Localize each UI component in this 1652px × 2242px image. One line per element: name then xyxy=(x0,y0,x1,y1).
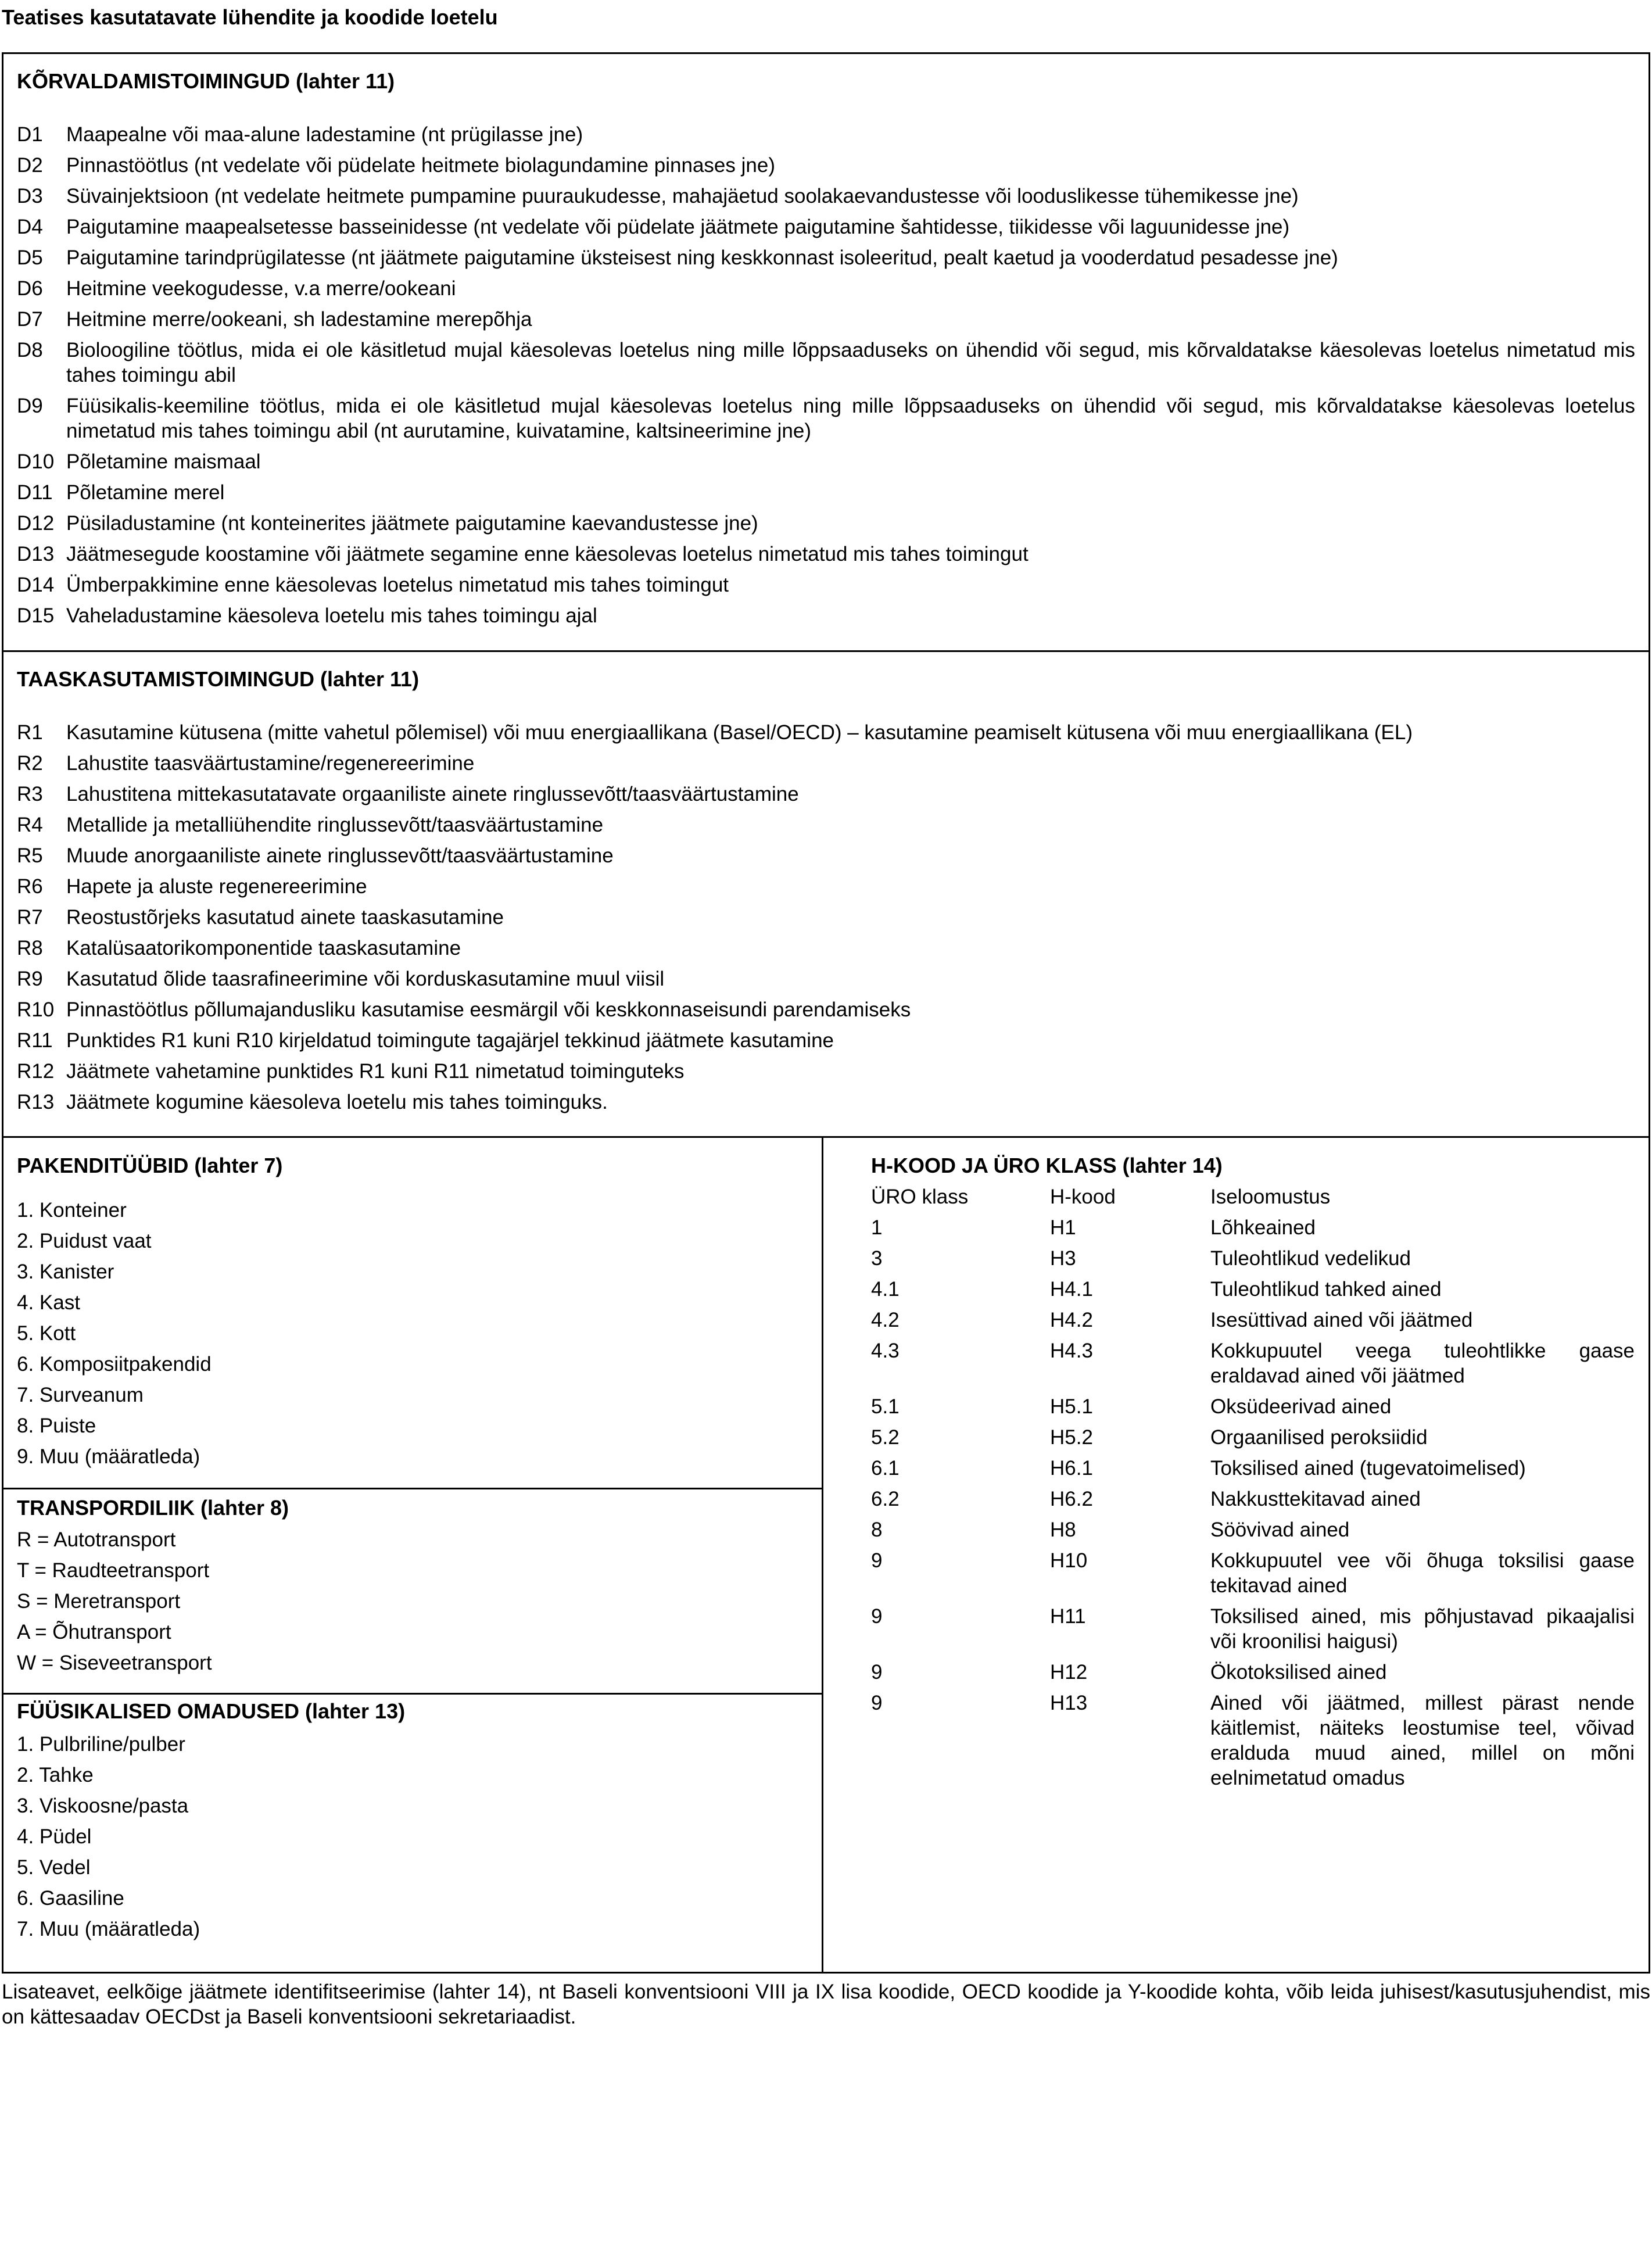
h-code-table-header xyxy=(871,1184,1644,1209)
h-code-cell: H12 xyxy=(1050,1661,1088,1684)
operation-description: Jäätmesegude koostamine või jäätmete segamine enne käesolevas loetelus nimetatud mis tahes toimingut xyxy=(66,543,1029,565)
operation-code: D5 xyxy=(17,246,43,269)
operation-code: R12 xyxy=(17,1060,55,1083)
operation-code: R3 xyxy=(17,783,43,805)
code-list-item xyxy=(17,905,1635,930)
un-class-cell: 4.3 xyxy=(871,1340,900,1362)
code-list-item xyxy=(17,997,1635,1022)
operation-code: D4 xyxy=(17,216,43,238)
disposal-operations-section xyxy=(2,52,1650,652)
code-list-item xyxy=(17,1059,1635,1084)
table-row xyxy=(871,1338,1644,1388)
code-list-item xyxy=(17,449,1635,474)
h-code-cell: H10 xyxy=(1050,1549,1088,1572)
code-list-item xyxy=(17,720,1635,745)
operation-description: Heitmine veekogudesse, v.a merre/ookeani xyxy=(66,277,456,300)
code-list-item xyxy=(17,542,1635,567)
operation-description: Pinnastöötlus (nt vedelate või püdelate heitmete biolagundamine pinnases jne) xyxy=(66,154,775,177)
section-divider xyxy=(3,1693,822,1695)
table-row xyxy=(871,1604,1644,1654)
description-cell: Ained või jäätmed, millest pärast nende käitlemist, näiteks leostumise teel, võivad eralduda muud ained, millel on mõni eelnimetatud omadus xyxy=(1210,1692,1635,1789)
operation-code: D2 xyxy=(17,154,43,177)
operation-description: Põletamine merel xyxy=(66,481,225,504)
transport-mode-item: S = Meretransport xyxy=(17,1590,181,1613)
un-class-cell: 3 xyxy=(871,1247,883,1270)
packaging-type-item: 1. Konteiner xyxy=(17,1199,127,1222)
operation-description: Metallide ja metalliühendite ringlussevõtt/taasväärtustamine xyxy=(66,814,604,836)
code-list-item xyxy=(17,393,1635,443)
code-list-item xyxy=(17,812,1635,837)
disposal-code-list xyxy=(17,122,1635,634)
column-header-un-class: ÜRO klass xyxy=(871,1186,969,1208)
table-row xyxy=(871,1487,1644,1512)
operation-description: Paigutamine maapealsetesse basseinidesse (nt vedelate või püdelate jäätmete paigutamine šahtidesse, tiikidesse või laguunidesse jne) xyxy=(66,216,1290,238)
packaging-type-item: 9. Muu (määratleda) xyxy=(17,1445,200,1468)
packaging-type-item: 2. Puidust vaat xyxy=(17,1230,152,1252)
operation-code: R2 xyxy=(17,752,43,775)
physical-property-item: 6. Gaasiline xyxy=(17,1887,124,1910)
un-class-cell: 9 xyxy=(871,1549,883,1572)
un-class-cell: 1 xyxy=(871,1216,883,1239)
code-list-item xyxy=(17,153,1635,178)
disposal-heading: KÕRVALDAMISTOIMINGUD (lahter 11) xyxy=(17,69,395,93)
operation-code: R1 xyxy=(17,721,43,744)
recovery-operations-section xyxy=(2,650,1650,1138)
un-class-cell: 9 xyxy=(871,1605,883,1628)
table-row xyxy=(871,1456,1644,1481)
operation-code: R13 xyxy=(17,1091,55,1113)
operation-description: Heitmine merre/ookeani, sh ladestamine merepõhja xyxy=(66,308,532,331)
h-code-cell: H5.2 xyxy=(1050,1426,1093,1449)
un-class-cell: 6.1 xyxy=(871,1457,900,1480)
physical-property-list xyxy=(17,1732,200,1947)
code-list-item xyxy=(17,782,1635,807)
operation-code: D11 xyxy=(17,481,53,504)
description-cell: Ökotoksilised ained xyxy=(1210,1661,1387,1684)
packaging-type-item: 4. Kast xyxy=(17,1291,80,1314)
operation-code: D9 xyxy=(17,395,43,417)
packaging-type-list xyxy=(17,1198,212,1475)
physical-property-item: 5. Vedel xyxy=(17,1856,91,1879)
operation-code: R8 xyxy=(17,937,43,959)
code-list-item xyxy=(17,307,1635,332)
packaging-type-item: 7. Surveanum xyxy=(17,1384,144,1406)
operation-code: D12 xyxy=(17,512,55,535)
physical-property-item: 2. Tahke xyxy=(17,1764,94,1786)
column-header-h-code: H-kood xyxy=(1050,1186,1116,1208)
code-list-item xyxy=(17,874,1635,899)
h-code-cell: H6.2 xyxy=(1050,1488,1093,1510)
h-code-cell: H4.2 xyxy=(1050,1309,1093,1331)
operation-code: D7 xyxy=(17,308,43,331)
operation-code: R9 xyxy=(17,968,43,990)
operation-code: R6 xyxy=(17,875,43,898)
h-code-table xyxy=(871,1184,1644,1796)
operation-code: D6 xyxy=(17,277,43,300)
h-code-cell: H4.1 xyxy=(1050,1278,1093,1301)
packaging-type-item: 8. Puiste xyxy=(17,1414,96,1437)
code-list-item xyxy=(17,338,1635,388)
code-list-item xyxy=(17,184,1635,209)
table-row xyxy=(871,1425,1644,1450)
description-cell: Oksüdeerivad ained xyxy=(1210,1395,1392,1418)
description-cell: Orgaanilised peroksiidid xyxy=(1210,1426,1428,1449)
operation-code: D14 xyxy=(17,574,55,596)
code-list-item xyxy=(17,276,1635,301)
description-cell: Isesüttivad ained või jäätmed xyxy=(1210,1309,1473,1331)
code-list-item xyxy=(17,843,1635,868)
operation-code: R11 xyxy=(17,1029,53,1052)
operation-code: R7 xyxy=(17,906,43,929)
code-list-item xyxy=(17,936,1635,961)
h-code-cell: H1 xyxy=(1050,1216,1076,1239)
section-divider xyxy=(3,1488,822,1489)
table-row xyxy=(871,1394,1644,1419)
description-cell: Kokkupuutel veega tuleohtlikke gaase eraldavad ained või jäätmed xyxy=(1210,1340,1635,1387)
recovery-code-list xyxy=(17,720,1635,1120)
un-class-cell: 5.2 xyxy=(871,1426,900,1449)
operation-description: Reostustõrjeks kasutatud ainete taaskasutamine xyxy=(66,906,504,929)
packaging-type-item: 6. Komposiitpakendid xyxy=(17,1353,212,1376)
table-row xyxy=(871,1215,1644,1240)
packaging-heading: PAKENDITÜÜBID (lahter 7) xyxy=(17,1154,283,1177)
code-list-item xyxy=(17,245,1635,270)
code-list-item xyxy=(17,480,1635,505)
table-row xyxy=(871,1548,1644,1598)
h-code-cell: H4.3 xyxy=(1050,1340,1093,1362)
code-list-item xyxy=(17,511,1635,536)
description-cell: Tuleohtlikud tahked ained xyxy=(1210,1278,1442,1301)
operation-description: Katalüsaatorikomponentide taaskasutamine xyxy=(66,937,461,959)
code-list-item xyxy=(17,751,1635,776)
un-class-cell: 8 xyxy=(871,1518,883,1541)
physical-property-item: 3. Viskoosne/pasta xyxy=(17,1795,189,1817)
h-code-cell: H13 xyxy=(1050,1692,1088,1714)
description-cell: Toksilised ained (tugevatoimelised) xyxy=(1210,1457,1526,1480)
footer-note: Lisateavet, eelkõige jäätmete identifitseerimise (lahter 14), nt Baseli konventsiooni VIII ja IX lisa koodide, OECD koodide ja Y-koodide kohta, võib leida juhisest/kasutusjuhendist, mis on kättesaadav OECDst ja Baseli konventsiooni sekretariaadist. xyxy=(2,1980,1650,2028)
table-row xyxy=(871,1308,1644,1333)
operation-description: Kasutatud õlide taasrafineerimine või korduskasutamine muul viisil xyxy=(66,968,665,990)
operation-description: Vaheladustamine käesoleva loetelu mis tahes toimingu ajal xyxy=(66,604,597,627)
operation-code: R5 xyxy=(17,844,43,867)
operation-code: R4 xyxy=(17,814,43,836)
operation-description: Maapealne või maa-alune ladestamine (nt prügilasse jne) xyxy=(66,123,583,146)
code-list-item xyxy=(17,603,1635,628)
operation-code: D3 xyxy=(17,185,43,207)
description-cell: Kokkupuutel vee või õhuga toksilisi gaase tekitavad ained xyxy=(1210,1549,1635,1597)
transport-mode-item: R = Autotransport xyxy=(17,1528,176,1551)
table-row xyxy=(871,1660,1644,1685)
h-code-cell: H8 xyxy=(1050,1518,1076,1541)
operation-description: Muude anorgaaniliste ainete ringlussevõtt/taasväärtustamine xyxy=(66,844,614,867)
code-list-item xyxy=(17,214,1635,239)
h-code-heading: H-KOOD JA ÜRO KLASS (lahter 14) xyxy=(871,1154,1223,1177)
code-list-item xyxy=(17,122,1635,147)
operation-description: Kasutamine kütusena (mitte vahetul põlemisel) või muu energiaallikana (Basel/OECD) – kasutamine peamiselt kütusena või muu energiaallikana (EL) xyxy=(66,721,1413,744)
operation-description: Põletamine maismaal xyxy=(66,450,261,473)
transport-mode-list xyxy=(17,1527,212,1681)
h-code-cell: H11 xyxy=(1050,1605,1086,1628)
operation-code: D1 xyxy=(17,123,43,146)
operation-description: Pinnastöötlus põllumajandusliku kasutamise eesmärgil või keskkonnaseisundi parendamiseks xyxy=(66,998,911,1021)
operation-description: Lahustitena mittekasutatavate orgaaniliste ainete ringlussevõtt/taasväärtustamine xyxy=(66,783,799,805)
code-list-item xyxy=(17,572,1635,597)
packaging-type-item: 3. Kanister xyxy=(17,1260,114,1283)
un-class-cell: 6.2 xyxy=(871,1488,900,1510)
operation-description: Hapete ja aluste regenereerimine xyxy=(66,875,367,898)
un-class-cell: 9 xyxy=(871,1661,883,1684)
transport-heading: TRANSPORDILIIK (lahter 8) xyxy=(17,1496,289,1520)
transport-mode-item: W = Siseveetransport xyxy=(17,1652,212,1674)
un-class-cell: 4.1 xyxy=(871,1278,900,1301)
operation-description: Lahustite taasväärtustamine/regenereerimine xyxy=(66,752,475,775)
packaging-transport-physical-section xyxy=(2,1136,823,1974)
operation-description: Paigutamine tarindprügilatesse (nt jäätmete paigutamine üksteisest ning keskkonnast isoleeritud, pealt kaetud ja vooderdatud pesadesse jne) xyxy=(66,246,1338,269)
table-row xyxy=(871,1517,1644,1542)
operation-description: Füüsikalis-keemiline töötlus, mida ei ole käsitletud mujal käesolevas loetelus ning mille lõppsaaduseks on ühendid või segud, mis kõrvaldatakse käesolevas loetelus nimetatud mis tahes toimingu abil (nt aurutamine, kuivatamine, kaltsineerimine jne) xyxy=(66,395,1635,442)
physical-heading: FÜÜSIKALISED OMADUSED (lahter 13) xyxy=(17,1699,406,1723)
recovery-heading: TAASKASUTAMISTOIMINGUD (lahter 11) xyxy=(17,667,420,691)
code-list-item xyxy=(17,966,1635,991)
physical-property-item: 4. Püdel xyxy=(17,1825,92,1848)
operation-description: Jäätmete vahetamine punktides R1 kuni R11 nimetatud toiminguteks xyxy=(66,1060,685,1083)
h-code-section xyxy=(822,1136,1650,1974)
table-row xyxy=(871,1246,1644,1271)
column-header-description: Iseloomustus xyxy=(1210,1186,1331,1208)
h-code-cell: H5.1 xyxy=(1050,1395,1093,1418)
operation-code: D8 xyxy=(17,339,43,361)
operation-description: Püsiladustamine (nt konteinerites jäätmete paigutamine kaevandustesse jne) xyxy=(66,512,758,535)
h-code-cell: H6.1 xyxy=(1050,1457,1093,1480)
un-class-cell: 4.2 xyxy=(871,1309,900,1331)
physical-property-item: 1. Pulbriline/pulber xyxy=(17,1733,185,1756)
table-row xyxy=(871,1691,1644,1790)
description-cell: Nakkusttekitavad ained xyxy=(1210,1488,1421,1510)
h-code-cell: H3 xyxy=(1050,1247,1076,1270)
description-cell: Lõhkeained xyxy=(1210,1216,1316,1239)
code-list-item xyxy=(17,1028,1635,1053)
physical-property-item: 7. Muu (määratleda) xyxy=(17,1918,200,1940)
table-row xyxy=(871,1277,1644,1302)
transport-mode-item: T = Raudteetransport xyxy=(17,1559,210,1582)
description-cell: Söövivad ained xyxy=(1210,1518,1350,1541)
description-cell: Toksilised ained, mis põhjustavad pikaajalisi või kroonilisi haigusi) xyxy=(1210,1605,1635,1653)
operation-description: Jäätmete kogumine käesoleva loetelu mis tahes toiminguks. xyxy=(66,1091,608,1113)
description-cell: Tuleohtlikud vedelikud xyxy=(1210,1247,1411,1270)
operation-code: D10 xyxy=(17,450,55,473)
operation-description: Süvainjektsioon (nt vedelate heitmete pumpamine puuraukudesse, mahajäetud soolakaevandustesse või looduslikesse tühemikesse jne) xyxy=(66,185,1299,207)
operation-description: Bioloogiline töötlus, mida ei ole käsitletud mujal käesolevas loetelus ning mille lõppsaaduseks on ühendid või segud, mis kõrvaldatakse käesolevas loetelus nimetatud mis tahes toimingu abil xyxy=(66,339,1635,386)
operation-code: D15 xyxy=(17,604,55,627)
operation-description: Punktides R1 kuni R10 kirjeldatud toimingute tagajärjel tekkinud jäätmete kasutamine xyxy=(66,1029,834,1052)
document-title: Teatises kasutatavate lühendite ja koodide loetelu xyxy=(2,5,498,29)
un-class-cell: 5.1 xyxy=(871,1395,900,1418)
operation-code: D13 xyxy=(17,543,55,565)
code-list-item xyxy=(17,1090,1635,1115)
un-class-cell: 9 xyxy=(871,1692,883,1714)
operation-code: R10 xyxy=(17,998,55,1021)
packaging-type-item: 5. Kott xyxy=(17,1322,76,1345)
operation-description: Ümberpakkimine enne käesolevas loetelus nimetatud mis tahes toimingut xyxy=(66,574,729,596)
transport-mode-item: A = Õhutransport xyxy=(17,1621,171,1643)
